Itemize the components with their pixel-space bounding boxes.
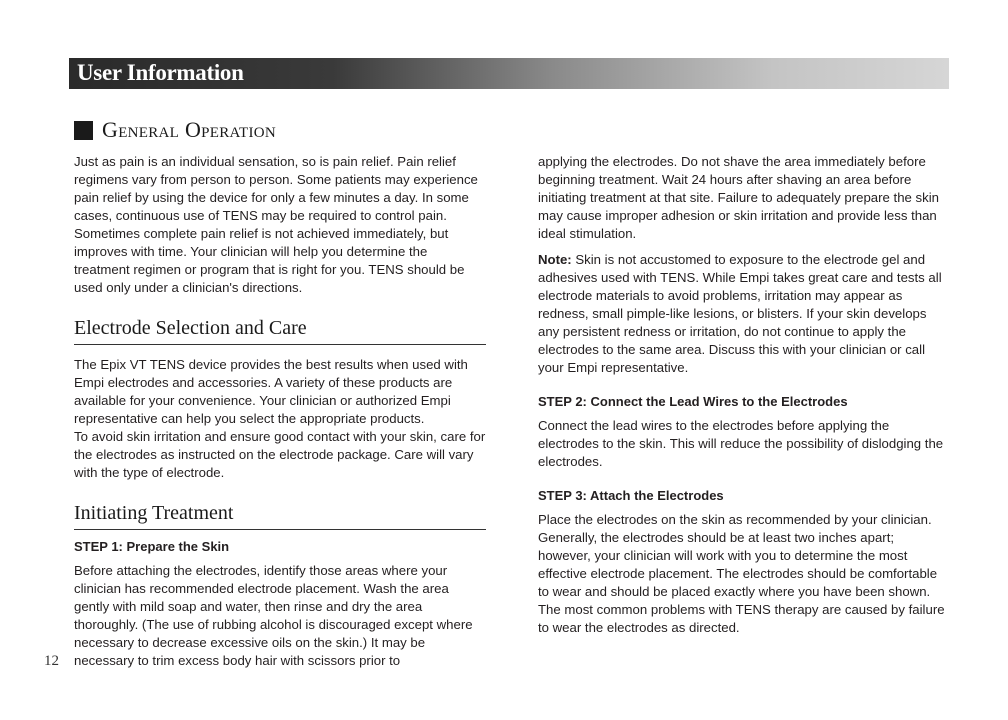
square-bullet-icon — [74, 121, 93, 140]
section-heading — [74, 117, 276, 143]
step1-text-part2: applying the electrodes. Do not shave the area immediately before beginning treatment. Wait 24 hours after shaving an area before initiating treatment at that site. Failure to adequately prepare the skin may cause improper adhesion or skin irritation and provide less than ideal stimulation. — [538, 154, 939, 241]
note-text: Skin is not accustomed to exposure to the electrode gel and adhesives used with TENS. While Empi takes great care and tests all electrode materials to avoid problems, irritation may appear as redness, small pimple-like lesions, or blisters. If your skin develops any persistent redness or irritation, do not continue to apply the electrodes to the same area. Discuss this with your clinician or call your Empi representative. — [538, 252, 942, 375]
banner-title: User Information — [77, 60, 244, 85]
left-column — [74, 153, 486, 670]
header-banner — [69, 58, 949, 89]
section-title: General Operation — [102, 117, 277, 142]
electrode-selection-paragraph-1: The Epix VT TENS device provides the best results when used with Empi electrodes and accessories. A variety of these products are available for your convenience. Your clinician or authorized Empi representative can help you select the appropriate products. — [74, 357, 468, 426]
step2-label: STEP 2: Connect the Lead Wires to the Electrodes — [538, 394, 848, 409]
right-column — [538, 153, 948, 637]
electrode-selection-heading: Electrode Selection and Care — [74, 316, 486, 345]
note-label: Note: — [538, 252, 572, 267]
intro-paragraph: Just as pain is an individual sensation, so is pain relief. Pain relief regimens vary from person to person. Some patients may experience pain relief by using the device for only a few minutes a day. In some cases, continuous use of TENS may be required to control pain. Sometimes complete pain relief is not achieved immediately, but improves with time. Your clinician will help you determine the treatment regimen or program that is right for you. TENS should be used only under a clinician's directions. — [74, 154, 478, 295]
step3-text: Place the electrodes on the skin as recommended by your clinician. Generally, the electrodes should be at least two inches apart; however, your clinician will work with you to determine the most effective electrode placement. The electrodes should be comfortable to wear and should be placed exactly where you have been shown. The most common problems with TENS therapy are caused by failure to wear the electrodes as directed. — [538, 512, 945, 635]
note-paragraph — [538, 251, 948, 377]
page-number: 12 — [44, 653, 59, 669]
initiating-treatment-heading: Initiating Treatment — [74, 501, 486, 530]
electrode-selection-paragraph-2: To avoid skin irritation and ensure good contact with your skin, care for the electrodes as instructed on the electrode package. Care will vary with the type of electrode. — [74, 429, 486, 480]
step3-label: STEP 3: Attach the Electrodes — [538, 488, 724, 503]
step2-text: Connect the lead wires to the electrodes before applying the electrodes to the skin. This will reduce the possibility of dislodging the electrodes. — [538, 418, 944, 469]
step1-text-part1: Before attaching the electrodes, identify those areas where your clinician has recommended electrode placement. Wash the area gently with mild soap and water, then rinse and dry the area thoroughly. (The use of rubbing alcohol is discouraged except where necessary to decrease excessive oils on the skin.) It may be necessary to trim excess body hair with scissors prior to — [74, 563, 473, 668]
step1-label: STEP 1: Prepare the Skin — [74, 539, 230, 554]
